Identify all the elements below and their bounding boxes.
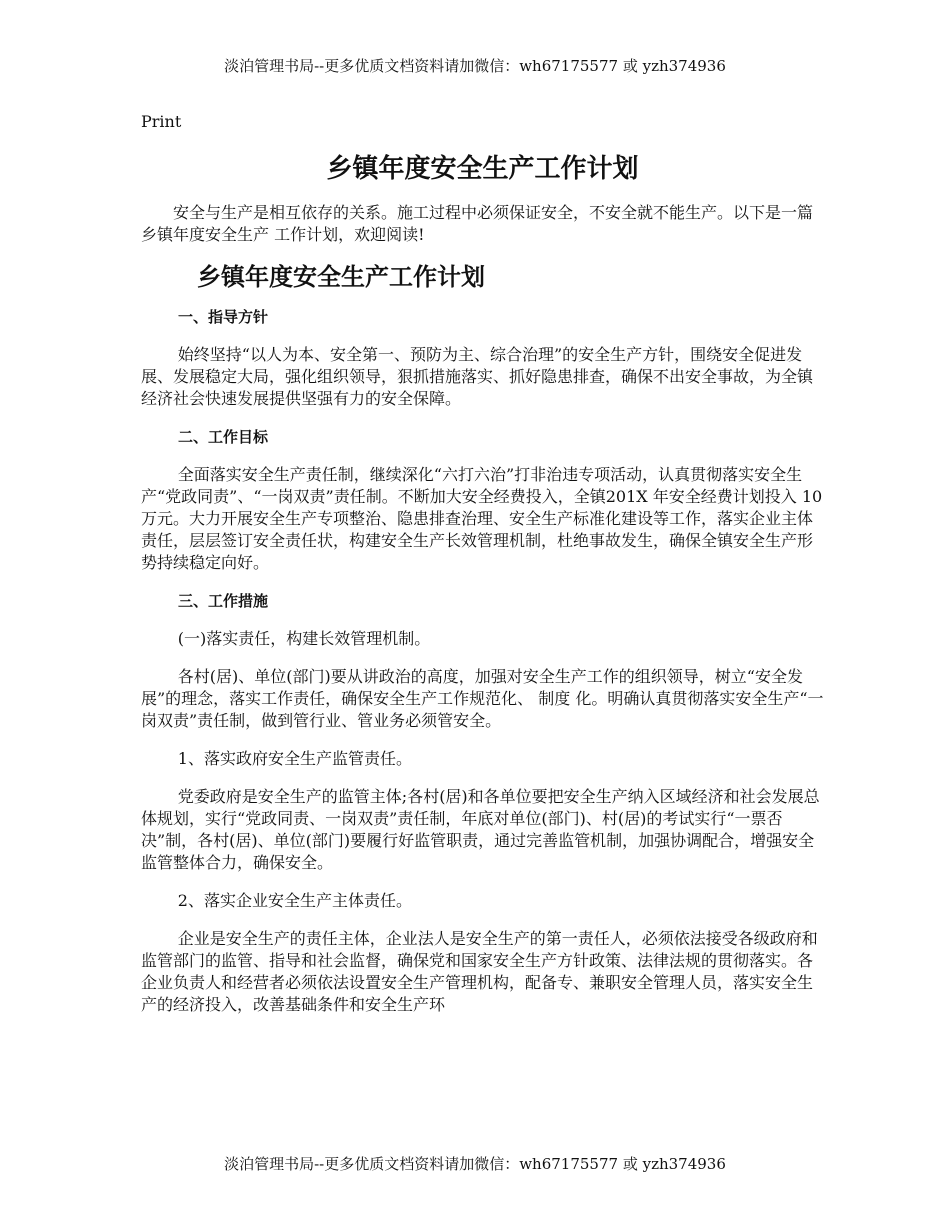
item-title-government-supervision: 1、落实政府安全生产监管责任。 [177, 749, 412, 768]
subsection-title-responsibility: (一)落实责任，构建长效管理机制。 [177, 629, 431, 648]
footer-watermark: 淡泊管理书局--更多优质文档资料请加微信：wh67175577 或 yzh374936 [224, 1155, 726, 1173]
header-watermark: 淡泊管理书局--更多优质文档资料请加微信：wh67175577 或 yzh374936 [224, 57, 726, 75]
document-title: 乡镇年度安全生产工作计划 [326, 154, 639, 184]
item-paragraph-enterprise-responsibility: 企业是安全生产的责任主体，企业法人是安全生产的第一责任人，必须依法接受各级政府和监管部门的监管、指导和社会监督，确保党和国家安全生产方针政策、法律法规的贯彻落实。各企业负责人和经营者必须依法设置安全生产管理机构，配备专、兼职安全管理人员，落实安全生产的经济投入，改善基础条件和安全生产环 [141, 929, 818, 1014]
item-title-enterprise-responsibility: 2、落实企业安全生产主体责任。 [177, 891, 412, 910]
section-paragraph-guideline: 始终坚持“以人为本、安全第一、预防为主、综合治理”的安全生产方针，围绕安全促进发展、发展稳定大局，强化组织领导，狠抓措施落实、抓好隐患排查，确保不出安全事故，为全镇经济社会快速发展提供坚强有力的安全保障。 [141, 345, 814, 408]
subsection-paragraph-responsibility: 各村(居)、单位(部门)要从讲政治的高度，加强对安全生产工作的组织领导，树立“安全发展”的理念，落实工作责任，确保安全生产工作规范化、 制度 化。明确认真贯彻落实安全生产“一岗双责”责任制，做到管行业、管业务必须管安全。 [141, 667, 824, 730]
section-heading-goals: 二、工作目标 [178, 428, 269, 446]
section-heading-guideline: 一、指导方针 [178, 308, 269, 326]
intro-paragraph: 安全与生产是相互依存的关系。施工过程中必须保证安全，不安全就不能生产。以下是一篇乡镇年度安全生产 工作计划，欢迎阅读! [141, 203, 814, 244]
print-label: Print [141, 112, 182, 131]
section-heading-measures: 三、工作措施 [178, 592, 269, 610]
item-paragraph-government-supervision: 党委政府是安全生产的监管主体;各村(居)和各单位要把安全生产纳入区域经济和社会发展总体规划，实行“党政同责、一岗双责”责任制，年底对单位(部门)、村(居)的考试实行“一票否决”制，各村(居)、单位(部门)要履行好监管职责，通过完善监管机制，加强协调配合，增强安全监管整体合力，确保安全。 [141, 787, 820, 872]
document-subtitle: 乡镇年度安全生产工作计划 [197, 263, 485, 291]
document-body [141, 112, 824, 1032]
section-paragraph-goals: 全面落实安全生产责任制，继续深化“六打六治”打非治违专项活动，认真贯彻落实安全生产“党政同责”、“一岗双责”责任制。不断加大安全经费投入，全镇201X 年安全经费计划投入 10 万元。大力开展安全生产专项整治、隐患排查治理、安全生产标准化建设等工作，落实企业主体责任，层层签订安全责任状，构建安全生产长效管理机制，杜绝事故发生，确保全镇安全生产形势持续稳定向好。 [141, 465, 823, 572]
